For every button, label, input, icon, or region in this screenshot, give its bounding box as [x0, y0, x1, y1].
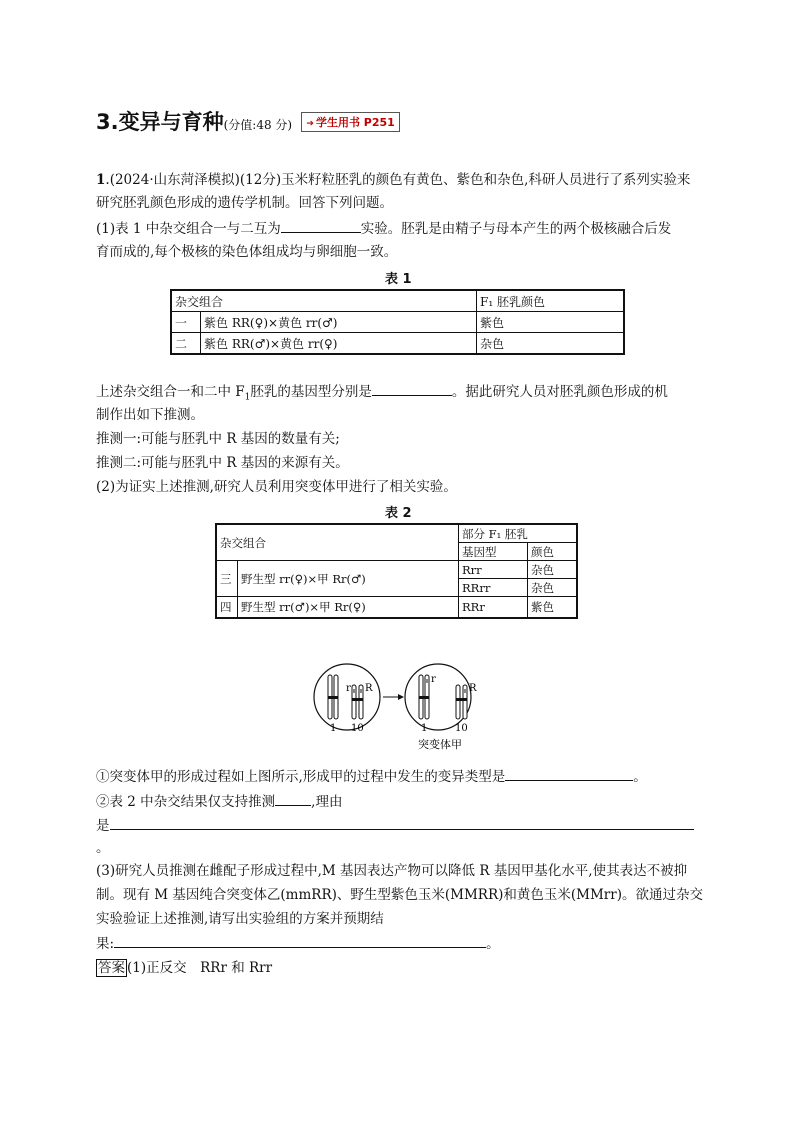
table1-caption: 表 1	[385, 272, 412, 287]
table-cell: RRrr	[459, 579, 528, 597]
table2-caption: 表 2	[385, 506, 412, 521]
q3-line3: 实验验证上述推测,请写出实验组的方案并预期结	[96, 911, 384, 927]
label-10-before: 10	[351, 723, 364, 734]
answer-blank-2[interactable]	[372, 381, 452, 396]
label-1-before: 1	[330, 723, 337, 734]
table-cell: 紫色	[477, 312, 625, 333]
table2-header-color: 颜色	[528, 543, 578, 561]
hypothesis-1: 推测一:可能与胚乳中 R 基因的数量有关;	[96, 431, 340, 447]
cell-before	[314, 664, 380, 730]
chromosome-figure	[310, 655, 500, 755]
textbook-page-badge[interactable]	[301, 112, 399, 132]
table-row	[171, 333, 624, 355]
label-r-before: r	[346, 683, 351, 694]
answer-blank-3[interactable]	[505, 766, 633, 781]
table2-header-genotype: 基因型	[459, 543, 528, 561]
title-main: 3.变异与育种	[96, 110, 224, 134]
chromosome-10a-after	[456, 685, 460, 719]
after-t1-text-b: 胚乳的基因型分别是	[250, 384, 372, 400]
q3-result-label: 果:	[96, 936, 115, 952]
label-1-after: 1	[421, 723, 428, 734]
table-cell: Rrr	[459, 561, 528, 579]
q2-1-text: ①突变体甲的形成过程如上图所示,形成甲的过程中发生的变异类型是	[96, 769, 506, 785]
table-cell: 二	[171, 333, 201, 355]
q2-1-line	[96, 766, 647, 787]
table-cell: 野生型 rr(♀)×甲 Rr(♂)	[238, 561, 459, 597]
answer-label: 答案	[98, 960, 125, 976]
centromere-10-after	[456, 698, 467, 701]
centromere-1-after	[419, 696, 429, 699]
answer-blank-6[interactable]	[114, 933, 486, 948]
table-row	[216, 561, 577, 579]
table2	[215, 523, 578, 619]
arrow-right-icon: ➔	[306, 119, 314, 129]
centromere-1	[328, 696, 338, 699]
table2-header-cross: 杂交组合	[216, 524, 459, 561]
answer-blank-4[interactable]	[275, 791, 311, 806]
table1-header-color: F₁ 胚乳颜色	[477, 290, 625, 312]
cell-after	[405, 664, 471, 730]
table-cell: 紫色	[528, 597, 578, 619]
q2-2-shi: 是	[96, 818, 110, 834]
answer-line	[96, 958, 272, 978]
figure-caption: 突变体甲	[418, 738, 462, 751]
table-row	[171, 312, 624, 333]
after-table1-line1	[96, 381, 668, 408]
locus-R-after	[463, 689, 467, 693]
q1-part1-line2: 育而成的,每个极核的染色体组成均与卵细胞一致。	[96, 244, 398, 260]
q3-line2: 制。现有 M 基因纯合突变体乙(mmRR)、野生型紫色玉米(MMRR)和黄色玉米(MMrr)。欲通过杂交	[96, 887, 703, 903]
table-cell: RRr	[459, 597, 528, 619]
table-cell: 杂色	[528, 579, 578, 597]
q2-1-end: 。	[633, 769, 647, 785]
table-cell: 杂色	[528, 561, 578, 579]
label-10-after: 10	[455, 723, 468, 734]
table-cell: 杂色	[477, 333, 625, 355]
arrow-right-icon	[398, 694, 404, 700]
q3-end: 。	[486, 936, 500, 952]
q2-2-line2	[96, 815, 694, 836]
p1-text-b: 实验。胚乳是由精子与母本产生的两个极核融合后发	[360, 221, 672, 237]
section-title	[96, 106, 400, 136]
answer-blank-1[interactable]	[281, 218, 361, 233]
after-t1-text-c: 。据此研究人员对胚乳颜色形成的机	[451, 384, 668, 400]
locus-r	[352, 689, 356, 693]
q1-intro-text1: .(2024·山东菏泽模拟)(12分)玉米籽粒胚乳的颜色有黄色、紫色和杂色,科研人员进行了系列实验来	[105, 172, 691, 188]
table1-header-cross: 杂交组合	[171, 290, 477, 312]
q2-2-line1	[96, 791, 342, 812]
q3-line4	[96, 933, 500, 954]
table-cell: 紫色 RR(♂)×黄色 rr(♀)	[201, 333, 477, 355]
table-cell: 野生型 rr(♂)×甲 Rr(♀)	[238, 597, 459, 619]
table-cell: 一	[171, 312, 201, 333]
q1-intro-line1	[96, 170, 690, 190]
q1-intro-line2: 研究胚乳颜色形成的遗传学机制。回答下列问题。	[96, 195, 393, 211]
subscript-1: 1	[244, 392, 251, 403]
hypothesis-2: 推测二:可能与胚乳中 R 基因的来源有关。	[96, 455, 349, 471]
locus-r-translocated	[425, 679, 429, 683]
q1-part1-line1	[96, 218, 671, 239]
q2-2-reason: ,理由	[311, 794, 343, 810]
badge-label: 学生用书 P251	[315, 116, 395, 129]
answer-blank-5[interactable]	[110, 815, 694, 830]
label-R-after: R	[469, 683, 477, 694]
centromere-10	[352, 698, 363, 701]
table1	[170, 289, 625, 355]
after-table1-line2: 制作出如下推测。	[96, 407, 204, 423]
answer-text: (1)正反交 RRr 和 Rrr	[127, 960, 273, 976]
table-row	[216, 597, 577, 619]
after-t1-text-a: 上述杂交组合一和二中 F	[96, 384, 245, 400]
p1-text-a: (1)表 1 中杂交组合一与二互为	[96, 221, 281, 237]
table-cell: 紫色 RR(♀)×黄色 rr(♂)	[201, 312, 477, 333]
title-score: (分值:48 分)	[223, 118, 293, 132]
table2-header-part: 部分 F₁ 胚乳	[459, 524, 578, 543]
label-r-after: r	[431, 674, 436, 685]
table-cell: 四	[216, 597, 238, 619]
table-row	[216, 524, 577, 543]
q1-number: 1	[96, 172, 106, 188]
q3-line1: (3)研究人员推测在雌配子形成过程中,M 基因表达产物可以降低 R 基因甲基化水平,使其表达不被抑	[96, 863, 688, 879]
locus-R	[359, 689, 363, 693]
q1-part2-intro: (2)为证实上述推测,研究人员利用突变体甲进行了相关实验。	[96, 479, 457, 495]
table-cell: 三	[216, 561, 238, 597]
q2-2-line3: 。	[96, 840, 110, 856]
label-R-before: R	[365, 683, 373, 694]
table-row	[171, 290, 624, 312]
q2-2-text: ②表 2 中杂交结果仅支持推测	[96, 794, 276, 810]
